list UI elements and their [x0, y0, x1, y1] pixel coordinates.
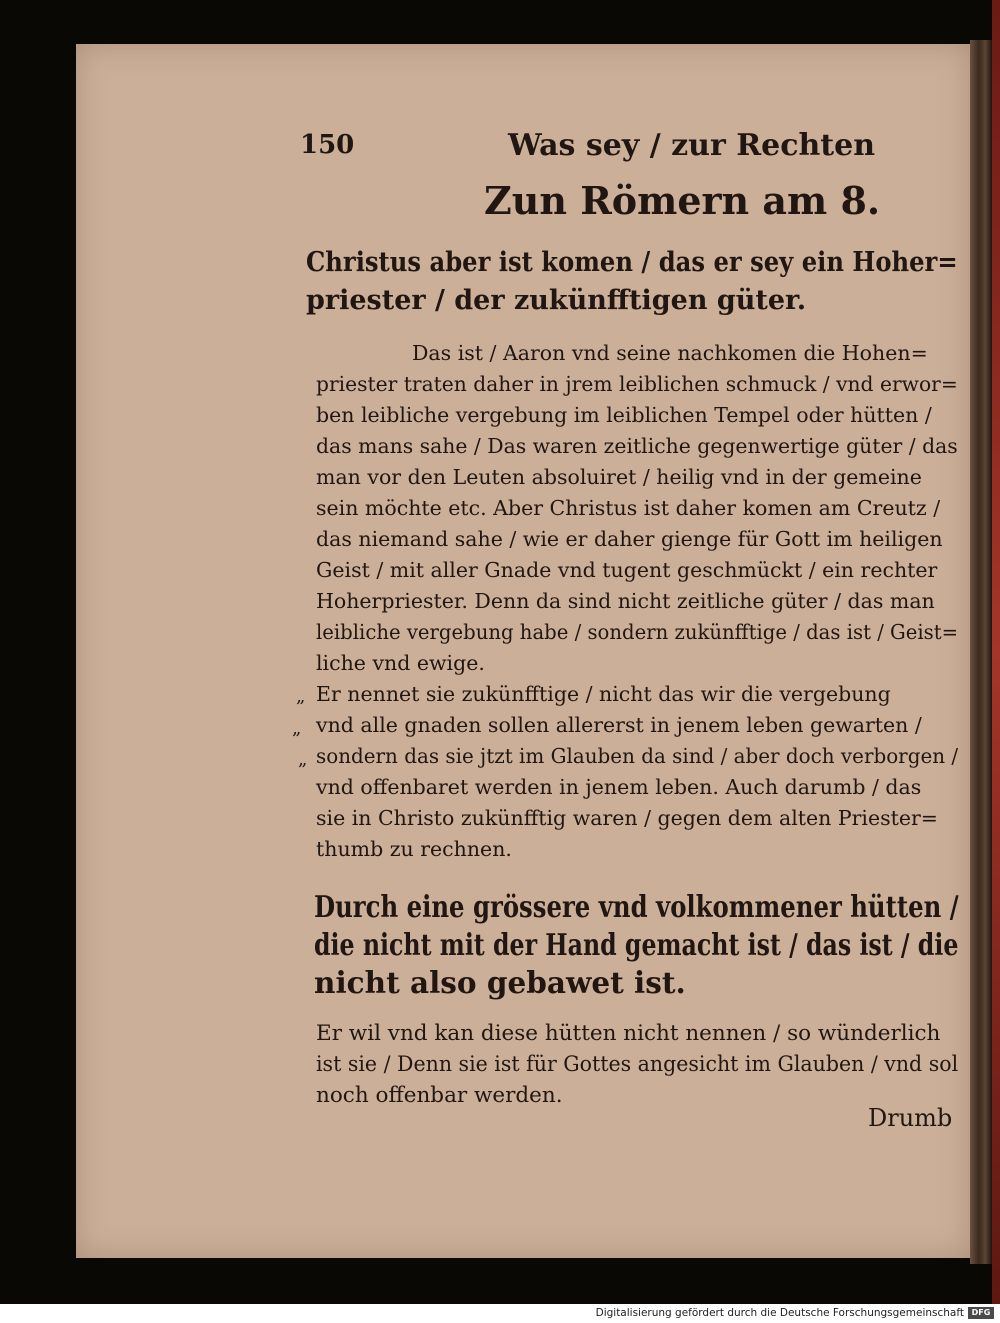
verse-line: nicht also gebawet ist.: [314, 965, 686, 1000]
gloss-line: man vor den Leuten absoluiret / heilig vnd in der gemeine: [316, 465, 922, 489]
gloss-line: vnd alle gnaden sollen allererst in jenem leben gewarten /: [316, 713, 922, 737]
catchword: Drumb: [868, 1104, 953, 1132]
gloss-line: ist sie / Denn sie ist für Gottes angesicht im Glauben / vnd sol: [316, 1052, 959, 1077]
gloss-line: das mans sahe / Das waren zeitliche gegenwertige güter / das: [316, 434, 958, 458]
margin-quote-mark: „: [296, 686, 306, 707]
gloss-line: priester traten daher in jrem leiblichen schmuck / vnd erwor=: [316, 372, 958, 396]
page-number: 150: [300, 130, 355, 160]
verse-line: Christus aber ist komen / das er sey ein Hoher=: [306, 247, 958, 278]
gloss-line: leibliche vergebung habe / sondern zukünfftige / das ist / Geist=: [316, 620, 959, 644]
gloss-line: Geist / mit aller Gnade vnd tugent geschmückt / ein rechter: [316, 558, 938, 582]
verse-line: Durch eine grössere vnd volkommener hütten /: [314, 889, 959, 924]
gloss-line: liche vnd ewige.: [316, 651, 485, 675]
chapter-heading: Zun Römern am 8.: [484, 178, 881, 223]
running-head: Was sey / zur Rechten: [508, 128, 876, 163]
gloss-line: Er nennet sie zukünfftige / nicht das wir die vergebung: [316, 682, 891, 706]
gloss-line: das niemand sahe / wie er daher gienge für Gott im heiligen: [316, 527, 943, 551]
funding-credit: Digitalisierung gefördert durch die Deutsche Forschungsgemeinschaft: [595, 1307, 964, 1319]
margin-quote-mark: „: [292, 718, 302, 739]
gloss-line: Er wil vnd kan diese hütten nicht nennen / so wünderlich: [316, 1021, 941, 1046]
gloss-line: Das ist / Aaron vnd seine nachkomen die Hohen=: [412, 341, 928, 365]
verse-line: die nicht mit der Hand gemacht ist / das ist / die: [314, 927, 959, 962]
page-edge: [970, 40, 992, 1264]
binding-edge: [992, 0, 1000, 1304]
gloss-line: thumb zu rechnen.: [316, 837, 512, 861]
footer-bar: [0, 1304, 1000, 1323]
gloss-line: sie in Christo zukünfftig waren / gegen dem alten Priester=: [316, 806, 938, 830]
gloss-line: vnd offenbaret werden in jenem leben. Auch darumb / das: [316, 775, 922, 799]
verse-line: priester / der zukünfftigen güter.: [306, 285, 807, 316]
gloss-line: noch offenbar werden.: [316, 1083, 563, 1108]
margin-quote-mark: „: [298, 749, 308, 770]
gloss-line: sein möchte etc. Aber Christus ist daher komen am Creutz /: [316, 496, 941, 520]
gloss-line: Hoherpriester. Denn da sind nicht zeitliche güter / das man: [316, 589, 935, 613]
dfg-logo-icon: DFG: [968, 1307, 994, 1319]
gloss-line: ben leibliche vergebung im leiblichen Tempel oder hütten /: [316, 403, 932, 427]
gloss-line: sondern das sie jtzt im Glauben da sind / aber doch verborgen /: [316, 744, 959, 768]
